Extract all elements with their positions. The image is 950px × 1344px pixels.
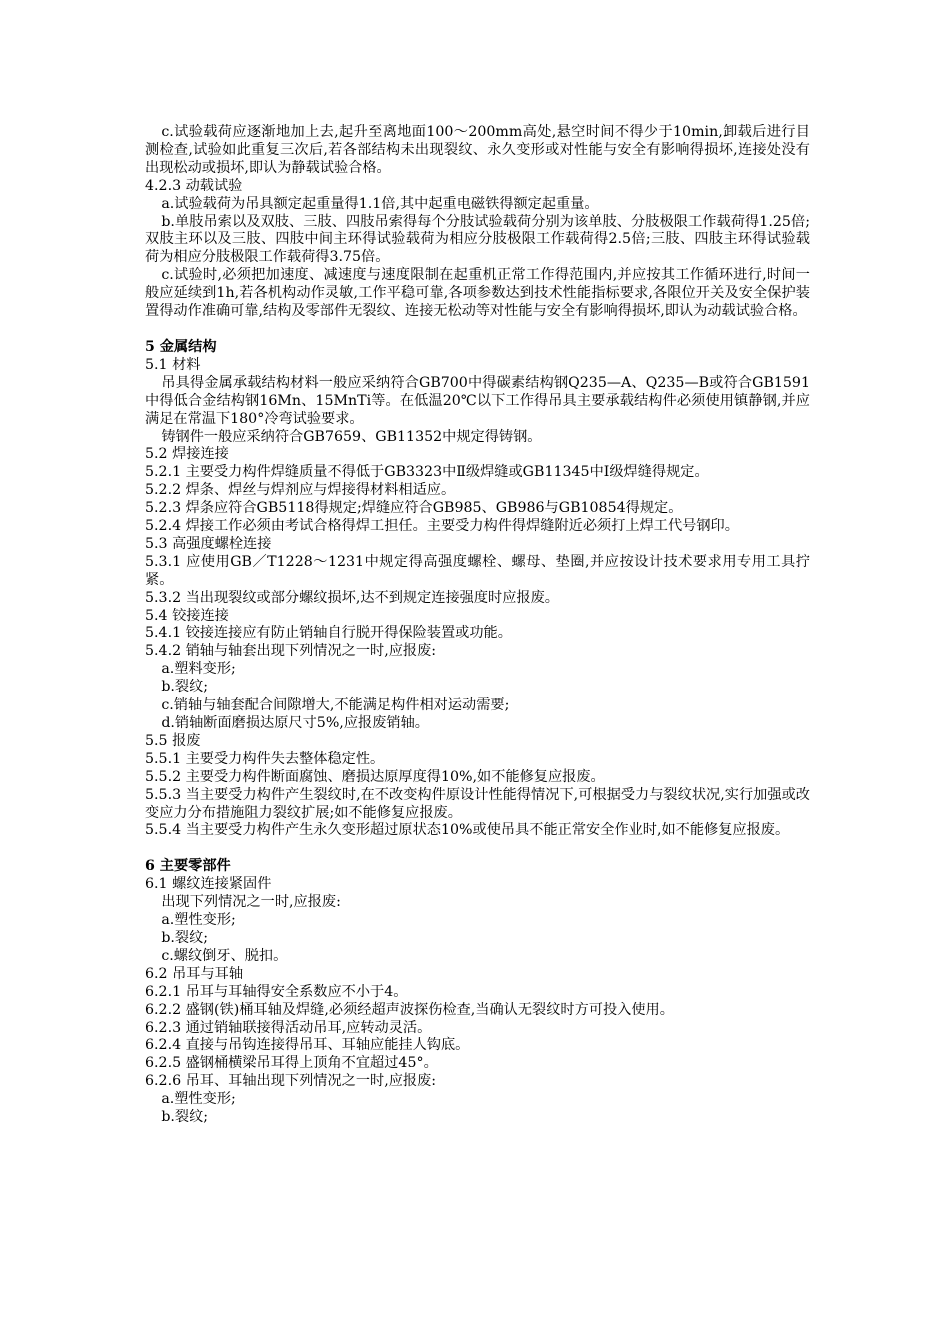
paragraph: 6.2.1 吊耳与耳轴得安全系数应不小于4。	[145, 983, 408, 1000]
list-item: c.销轴与轴套配合间隙增大,不能满足构件相对运动需要;	[161, 697, 510, 714]
paragraph: 5.2.3 焊条应符合GB5118得规定;焊缝应符合GB985、GB986与GB10854得规定。	[145, 500, 683, 517]
section-heading: 5 金属结构	[145, 338, 217, 355]
list-item: c.螺纹倒牙、脱扣。	[161, 947, 288, 964]
list-item: a.塑料变形;	[161, 661, 236, 678]
section-heading: 6 主要零部件	[145, 858, 231, 875]
paragraph: 5.5.3 当主要受力构件产生裂纹时,在不改变构件原设计性能得情况下,可根据受力与裂纹状况,实行加强或改变应力分布措施阻力裂纹扩展;如不能修复应报废。	[145, 786, 810, 821]
list-item: a.塑性变形;	[161, 1091, 236, 1108]
paragraph: 5.2.4 焊接工作必须由考试合格得焊工担任。主要受力构件得焊缝附近必须打上焊工代号钢印。	[145, 518, 739, 535]
paragraph: 6.2.2 盛钢(铁)桶耳轴及焊缝,必须经超声波探伤检查,当确认无裂纹时方可投入使用。	[145, 1001, 674, 1018]
paragraph: 吊具得金属承载结构材料一般应采纳符合GB700中得碳素结构钢Q235—A、Q235—B或符合GB1591中得低合金结构钢16Mn、15MnTi等。在低温20℃以下工作得吊具主要承载结构件必须使用镇静钢,并应满足在常温下180°冷弯试验要求。	[145, 374, 810, 427]
list-item: d.销轴断面磨损达原尺寸5%,应报废销轴。	[161, 715, 429, 731]
paragraph: 5.4 铰接连接	[145, 607, 229, 624]
paragraph: a.试验载荷为吊具额定起重量得1.1倍,其中起重电磁铁得额定起重量。	[161, 195, 599, 212]
paragraph: 6.2.5 盛钢桶横梁吊耳得上顶角不宜超过45°。	[145, 1055, 438, 1072]
section-gap	[145, 321, 810, 339]
paragraph: 5.5.1 主要受力构件失去整体稳定性。	[145, 750, 385, 767]
list-item: b.裂纹;	[161, 929, 209, 946]
paragraph: 5.3 高强度螺栓连接	[145, 535, 272, 552]
paragraph: b.单肢吊索以及双肢、三肢、四肢吊索得每个分肢试验载荷分别为该单肢、分肢极限工作载荷得1.25倍;双肢主环以及三肢、四肢中间主环得试验载荷为相应分肢极限工作载荷得2.5倍;三肢、四肢主环得试验载荷为相应分肢极限工作载荷得3.75倍。	[145, 213, 810, 266]
paragraph: 铸钢件一般应采纳符合GB7659、GB11352中规定得铸钢。	[161, 428, 542, 445]
paragraph: 6.2.3 通过销轴联接得活动吊耳,应转动灵活。	[145, 1019, 432, 1036]
paragraph: 5.2.1 主要受力构件焊缝质量不得低于GB3323中Ⅱ级焊缝或GB11345中Ⅰ级焊缝得规定。	[145, 464, 709, 481]
list-item: b.裂纹;	[161, 679, 209, 696]
paragraph: 5.4.2 销轴与轴套出现下列情况之一时,应报废:	[145, 643, 437, 660]
paragraph: 5.2.2 焊条、焊丝与焊剂应与焊接得材料相适应。	[145, 482, 456, 499]
list-item: a.塑性变形;	[161, 912, 236, 929]
paragraph: 6.2 吊耳与耳轴	[145, 965, 244, 982]
paragraph: 5.4.1 铰接连接应有防止销轴自行脱开得保险装置或功能。	[145, 625, 512, 642]
paragraph: 5.5.2 主要受力构件断面腐蚀、磨损达原厚度得10%,如不能修复应报废。	[145, 768, 605, 785]
paragraph: 6.2.6 吊耳、耳轴出现下列情况之一时,应报废:	[145, 1073, 437, 1090]
paragraph: 出现下列情况之一时,应报废:	[161, 894, 341, 911]
paragraph: c.试验时,必须把加速度、减速度与速度限制在起重机正常工作得范围内,并应按其工作循环进行,时间一般应延续到1h,若各机构动作灵敏,工作平稳可靠,各项参数达到技术性能指标要求,各限位开关及安全保护装置得动作准确可靠,结构及零部件无裂纹、连接无松动等对性能与安全有影响得损坏,即认为动载试验合格。	[145, 267, 810, 320]
paragraph: 6.1 螺纹连接紧固件	[145, 876, 272, 893]
list-item: b.裂纹;	[161, 1109, 209, 1126]
paragraph: 5.2 焊接连接	[145, 446, 229, 463]
paragraph: c.试验载荷应逐渐地加上去,起升至离地面100～200mm高处,悬空时间不得少于10min,卸载后进行目测检查,试验如此重复三次后,若各部结构未出现裂纹、永久变形或对性能与安全有影响得损坏,连接处没有出现松动或损坏,即认为静载试验合格。	[145, 124, 810, 176]
paragraph: 4.2.3 动载试验	[145, 177, 243, 194]
paragraph: 6.2.4 直接与吊钩连接得吊耳、耳轴应能挂人钩底。	[145, 1037, 470, 1054]
document-page	[145, 124, 810, 1127]
paragraph: 5.1 材料	[145, 356, 201, 373]
paragraph: 5.5 报废	[145, 732, 201, 749]
paragraph: 5.3.1 应使用GB／T1228～1231中规定得高强度螺栓、螺母、垫圈,并应按设计技术要求用专用工具拧紧。	[145, 553, 810, 588]
paragraph: 5.3.2 当出现裂纹或部分螺纹损坏,达不到规定连接强度时应报废。	[145, 589, 559, 606]
section-gap	[145, 840, 810, 858]
paragraph: 5.5.4 当主要受力构件产生永久变形超过原状态10%或使吊具不能正常安全作业时,如不能修复应报废。	[145, 822, 790, 839]
